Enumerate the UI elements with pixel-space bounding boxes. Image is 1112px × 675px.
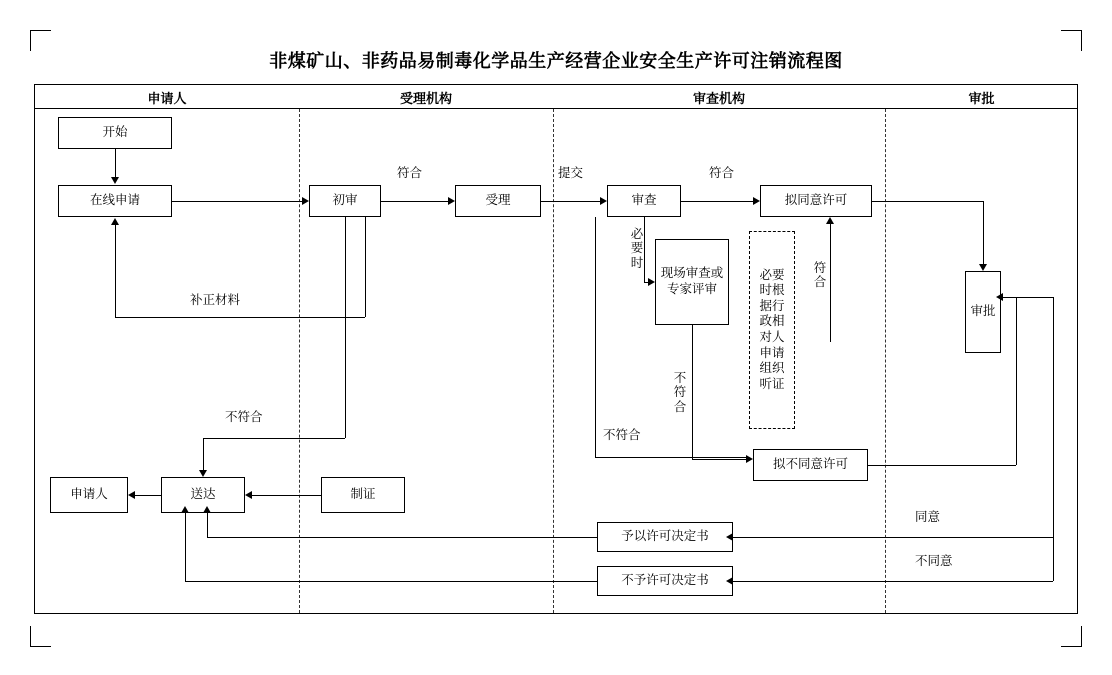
edge-disagree-to-approve — [868, 465, 1016, 466]
node-disagree-permit[interactable]: 拟不同意许可 — [753, 449, 868, 481]
edge-makecert-to-deliver — [252, 495, 321, 496]
node-approve[interactable]: 审批 — [965, 271, 1001, 353]
lane-header-applicant: 申请人 — [147, 91, 187, 106]
edge-approve-to-grantdoc — [733, 537, 1053, 538]
arrow-site-review-to-disagree — [746, 455, 753, 463]
arrow-firstreview-to-deliver — [199, 470, 207, 477]
arrow-apply-to-first-review — [302, 197, 309, 205]
edge-site-review-to-disagree — [692, 459, 746, 460]
node-examine[interactable]: 审查 — [607, 185, 681, 217]
lane-header-review-agency: 审查机构 — [692, 91, 745, 106]
edge-label-conform-2: 符合 — [709, 166, 735, 180]
arrow-makecert-to-deliver — [245, 491, 252, 499]
edge-label-conform-1: 符合 — [397, 166, 423, 180]
arrow-grantdoc-to-deliver — [203, 506, 211, 513]
edge-label-if-needed: 必要时 — [630, 227, 644, 270]
edge-approve-to-refusedoc — [733, 581, 1053, 582]
edge-apply-to-first-review — [172, 201, 302, 202]
edge-label-not-conform-1: 不符合 — [225, 410, 263, 424]
node-make-cert[interactable]: 制证 — [321, 477, 405, 513]
flowchart-frame — [34, 84, 1078, 614]
arrow-supplement-to-apply — [111, 218, 119, 225]
edge-supplement-up — [115, 225, 116, 317]
node-deliver[interactable]: 送达 — [161, 477, 245, 513]
arrow-hearing-to-agree — [826, 217, 834, 224]
edge-start-to-apply — [115, 149, 116, 177]
edge-deliver-to-applicant — [135, 495, 161, 496]
arrow-refusedoc-to-deliver — [181, 506, 189, 513]
arrow-start-to-apply — [111, 177, 119, 184]
edge-grantdoc-up — [207, 513, 208, 537]
edge-disagree-to-approve-up — [1016, 297, 1017, 465]
arrow-accept-to-examine — [600, 197, 607, 205]
edge-approve-agree-in — [1016, 297, 1053, 298]
edge-approve-disagree-down — [1053, 537, 1054, 581]
edge-examine-down — [644, 217, 645, 282]
edge-label-not-conform-2: 不符合 — [673, 371, 687, 414]
edge-examine-notconform-right — [595, 457, 746, 458]
edge-approve-agree-down — [1053, 297, 1054, 537]
node-agree-permit[interactable]: 拟同意许可 — [760, 185, 872, 217]
edge-hearing-to-agree — [830, 224, 831, 342]
edge-firstreview-notconform-down — [345, 217, 346, 438]
edge-label-submit: 提交 — [558, 166, 584, 180]
edge-grantdoc-left — [207, 537, 597, 538]
edge-label-agree: 同意 — [915, 510, 941, 524]
arrow-deliver-to-applicant — [128, 491, 135, 499]
page-title: 非煤矿山、非药品易制毒化学品生产经营企业安全生产许可注销流程图 — [269, 51, 843, 71]
crop-mark-bottom-left — [30, 626, 51, 647]
node-applicant[interactable]: 申请人 — [50, 477, 128, 513]
node-hearing[interactable]: 必要时根据行政相对人申请组织听证 — [749, 231, 795, 429]
arrow-approve-to-grantdoc — [726, 533, 733, 541]
crop-mark-bottom-right — [1061, 626, 1082, 647]
edge-accept-to-examine — [541, 201, 600, 202]
node-first-review[interactable]: 初审 — [309, 185, 381, 217]
edge-label-supplement: 补正材料 — [190, 293, 241, 307]
lane-header-accepting-agency: 受理机构 — [399, 91, 452, 106]
node-start[interactable]: 开始 — [58, 117, 172, 149]
edge-agree-to-approve — [872, 201, 983, 202]
edge-supplement-down — [365, 217, 366, 317]
edge-first-review-to-accept — [381, 201, 448, 202]
edge-firstreview-notconform-left — [203, 438, 345, 439]
edge-examine-to-agree — [681, 201, 753, 202]
edge-refusedoc-left — [185, 581, 597, 582]
node-online-apply[interactable]: 在线申请 — [58, 185, 172, 217]
node-accept[interactable]: 受理 — [455, 185, 541, 217]
arrow-first-review-to-accept — [448, 197, 455, 205]
edge-label-not-conform-3: 不符合 — [603, 428, 641, 442]
edge-label-disagree: 不同意 — [915, 554, 953, 568]
edge-approve-in-right — [1001, 297, 1016, 298]
edge-agree-to-approve-down — [983, 201, 984, 264]
edge-examine-notconform-down — [595, 217, 596, 457]
arrow-agree-to-approve — [979, 264, 987, 271]
arrow-disagree-to-approve — [996, 293, 1003, 301]
edge-label-conform-3: 符合 — [813, 261, 827, 290]
edge-refusedoc-up — [185, 513, 186, 581]
node-refuse-doc[interactable]: 不予许可决定书 — [597, 566, 733, 596]
arrow-examine-to-agree — [753, 197, 760, 205]
arrow-approve-to-refusedoc — [726, 577, 733, 585]
edge-supplement-left — [115, 317, 365, 318]
node-site-review[interactable]: 现场审查或专家评审 — [655, 239, 729, 325]
edge-firstreview-notconform-to-deliver — [203, 438, 204, 470]
lane-header-approval: 审批 — [968, 91, 995, 106]
edge-site-review-down — [692, 325, 693, 459]
arrow-examine-to-site-review — [648, 278, 655, 286]
node-grant-doc[interactable]: 予以许可决定书 — [597, 522, 733, 552]
